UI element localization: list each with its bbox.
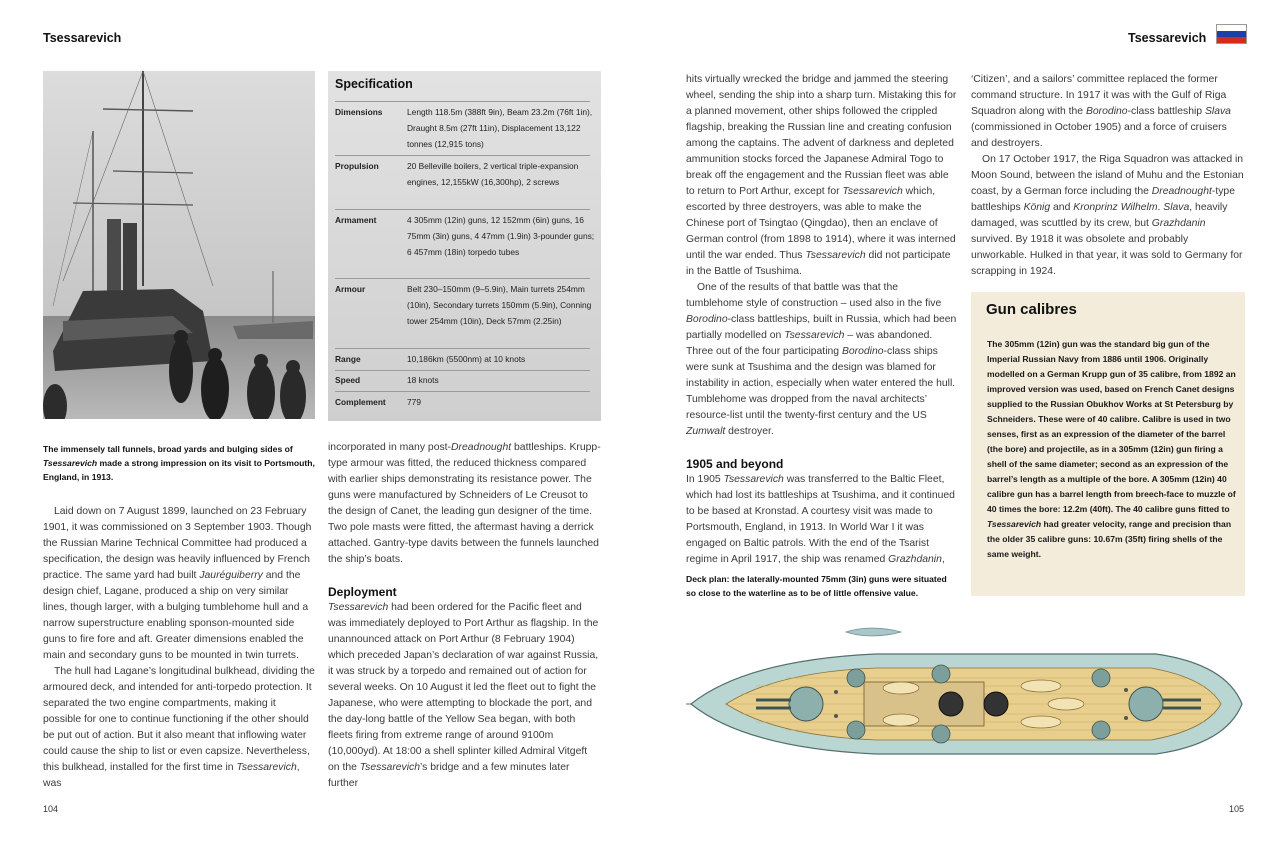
spec-key: Propulsion xyxy=(335,161,379,171)
sidebar-body: The 305mm (12in) gun was the standard big gun of the Imperial Russian Navy from 1886 until 1906. Originally modelled on a German Krupp gun of 35 calibre, from 1892 an improved version was used, based on French Canet designs supplied to the Russian Obukhov Works at St Petersburg by Schneiders. These were of 40 calibre. Calibre is used in two senses, first as an expression of the diameter of the barrel (the bore) and projectile, as in a 305mm (12in) gun firing a shell of the same diameter; second as an expression of the barrel’s length as a multiple of the bore. A 305mm (12in) 40 calibre gun has a barrel length from breech-face to muzzle of 40 times the bore: 12.2m (40ft). The 40 calibre guns fitted to Tsessarevich had greater velocity, range and precision than the older 35 calibre guns: 10.67m (35ft) firing shells of the same weight. xyxy=(987,339,1236,559)
spec-row-armour xyxy=(335,281,590,345)
spec-key: Dimensions xyxy=(335,107,383,117)
spec-key: Range xyxy=(335,354,361,364)
spec-divider xyxy=(335,370,590,371)
page-number-left: 104 xyxy=(43,804,59,814)
deployment-heading: Deployment xyxy=(328,585,397,599)
gun-calibres-sidebar xyxy=(971,292,1245,596)
spec-key: Armour xyxy=(335,284,366,294)
spec-row-dimensions xyxy=(335,104,593,152)
right-column-1-text: hits virtually wrecked the bridge and jammed the steering wheel, sending the ship into a sharp turn. Mistaking this for a planned movement, other ships followed the crippled flagship, breaking the Russian line and creating confusion among the captains. The advent of darkness and depleted ammunition stocks forced the Japanese Admiral Togo to break off the engagement and the Russian fleet was able to return to Port Arthur, except for Tsessarevich which, escorted by three destroyers, was able to make the Chinese port of Tsingtao (Qingdao), then an enclave of German control (from 1898 to 1914), where it was interned until the war ended. Thus Tsessarevich did not participate in the Battle of Tsushima. One of the results of that battle was that the tumblehome style of construction – used also in the five Borodino-class battleships, built in Russia, which had been partially modelled on Tsessarevich – was abandoned. Three out of the four participating Borodino-class ships were sunk at Tsushima and the design was blamed for instability in action, especially when water entered the hull. Tumblehome was dropped from the naval architects’ resource-list until the twenty-first century and the US Zumwalt destroyer. xyxy=(686,74,957,437)
left-column-2-text: incorporated in many post-Dreadnought battleships. Krupp-type armour was fitted, the reduced thickness compared with earlier ships demonstrating its resistance power. The guns were manufactured by Schneiders of Le Creusot to the design of Canet, the leading gun designer of the time. Two pole masts were fitted, the aftermast having a derrick attached. Gantry-type davits between the funnels launched the ship’s boats. xyxy=(328,442,601,565)
running-head-right: Tsessarevich xyxy=(1128,31,1207,45)
right-column-2: ‘Citizen’, and a sailors’ committee replaced the former command structure. In 1917 it was with the Gulf of Riga Squadron along with the Borodino-class battleship Slava (commissioned in October 1905) and a force of cruisers and destroyers. On 17 October 1917, the Riga Squadron was attacked in Moon Sound, between the island of Muhu and the Estonian coast, by a German force including the Dreadnought-type battleships König and Kronprinz Wilhelm. Slava, heavily damaged, was scuttled by its crew, but Grazhdanin survived. By 1918 it was obsolete and probably unworkable. Hulked in that year, it was sold to Germany for scrapping in 1924. xyxy=(971,74,1244,277)
spec-key: Armament xyxy=(335,215,377,225)
spec-value: Belt 230–150mm (9–5.9in), Main turrets 254mm (10in), Secondary turrets 150mm (5.9in), Conning tower 254mm (10in), Deck 57mm (2.25in) xyxy=(407,284,592,326)
deck-plan-caption: Deck plan: the laterally-mounted 75mm (3in) guns were situated so close to the waterline as to be of little offensive value. xyxy=(686,574,947,598)
specification-title: Specification xyxy=(335,77,413,91)
russian-flag-icon xyxy=(1216,24,1247,44)
spec-key: Speed xyxy=(335,375,361,385)
spec-value: 20 Belleville boilers, 2 vertical triple-expansion engines, 12,155kW (16,300hp), 2 screws xyxy=(407,161,579,187)
spec-value: Length 118.5m (388ft 9in), Beam 23.2m (76ft 1in), Draught 8.5m (27ft 11in), Displacement 13,122 tonnes (12,915 tons) xyxy=(407,107,593,149)
spec-row-complement xyxy=(335,394,590,410)
running-head-left: Tsessarevich xyxy=(43,31,122,45)
left-column-1: Laid down on 7 August 1899, launched on 23 February 1901, it was commissioned on 3 September 1903. Though the Russian Marine Technical Committee had produced a specification, the design was heavily influenced by French practice. The same yard had built Jauréguiberry and the design chief, Lagane, produced a ship on very similar lines, though larger, with a bulging tumblehome hull and a narrow superstructure enabling sponson-mounted side guns to fire fore and aft. Greater dimensions enabled the main and secondary guns to be mounted in twin turrets. The hull had Lagane’s longitudinal bulkhead, dividing the armoured deck, and intended for anti-torpedo protection. It separated the two engine compartments, making it possible for one to continue functioning if the other should be put out of action. But it also meant that inflowing water could cause the ship to list or even capsize. Nevertheless, this bulkhead, installed for the first time in Tsessarevich, was xyxy=(43,506,315,789)
spec-row-speed xyxy=(335,372,590,388)
spec-row-propulsion xyxy=(335,158,590,206)
sidebar-title: Gun calibres xyxy=(986,301,1077,318)
spec-value: 10,186km (5500nm) at 10 knots xyxy=(407,354,526,364)
spec-value: 779 xyxy=(407,397,421,407)
beyond-text: In 1905 Tsessarevich was transferred to the Baltic Fleet, which had lost its battleships at Tsushima, and it continued to be based at Kronstad. A courtesy visit was made to Portsmouth, England, in 1913. In World War I it was engaged on Baltic patrols. With the end of the Tsarist regime in April 1917, the ship was renamed Grazhdanin, xyxy=(686,474,955,565)
spec-divider xyxy=(335,155,590,156)
spec-value: 18 knots xyxy=(407,375,439,385)
beyond-heading: 1905 and beyond xyxy=(686,457,784,471)
spec-divider xyxy=(335,101,590,102)
photo-caption: The immensely tall funnels, broad yards and bulging sides of Tsessarevich made a strong impression on its visit to Portsmouth, England, in 1913. xyxy=(43,444,315,482)
spec-row-armament xyxy=(335,212,595,276)
page-number-right: 105 xyxy=(1229,804,1245,814)
spec-key: Complement xyxy=(335,397,386,407)
spec-divider xyxy=(335,391,590,392)
spec-row-range xyxy=(335,351,590,367)
left-column-2 xyxy=(328,440,601,792)
battleship-photo xyxy=(43,71,315,419)
deployment-text: Tsessarevich had been ordered for the Pacific fleet and was immediately deployed to Port Arthur as flagship. In the unannounced attack on Port Arthur (8 February 1904) which preceded Japan’s declaration of war against Russia, it was struck by a torpedo and remained out of action for several weeks. On 10 August it led the fleet out to fight the Japanese, who were attempting to blockade the port, and the day-long battle of the Yellow Sea began, with both fleets firing from extreme range of around 9100m (10,000yd). At 18:00 a shell splinter killed Admiral Vitgeft on the Tsessarevich’s bridge and a few minutes later further xyxy=(328,602,599,789)
deck-plan-illustration xyxy=(686,620,1246,810)
spec-value: 4 305mm (12in) guns, 12 152mm (6in) guns, 16 75mm (3in) guns, 4 47mm (1.9in) 3-pounder guns; 6 457mm (18in) torpedo tubes xyxy=(407,215,595,257)
spec-divider xyxy=(335,348,590,349)
specification-box xyxy=(328,71,601,421)
right-column-1 xyxy=(686,72,958,568)
spec-divider xyxy=(335,278,590,279)
spec-divider xyxy=(335,209,590,210)
